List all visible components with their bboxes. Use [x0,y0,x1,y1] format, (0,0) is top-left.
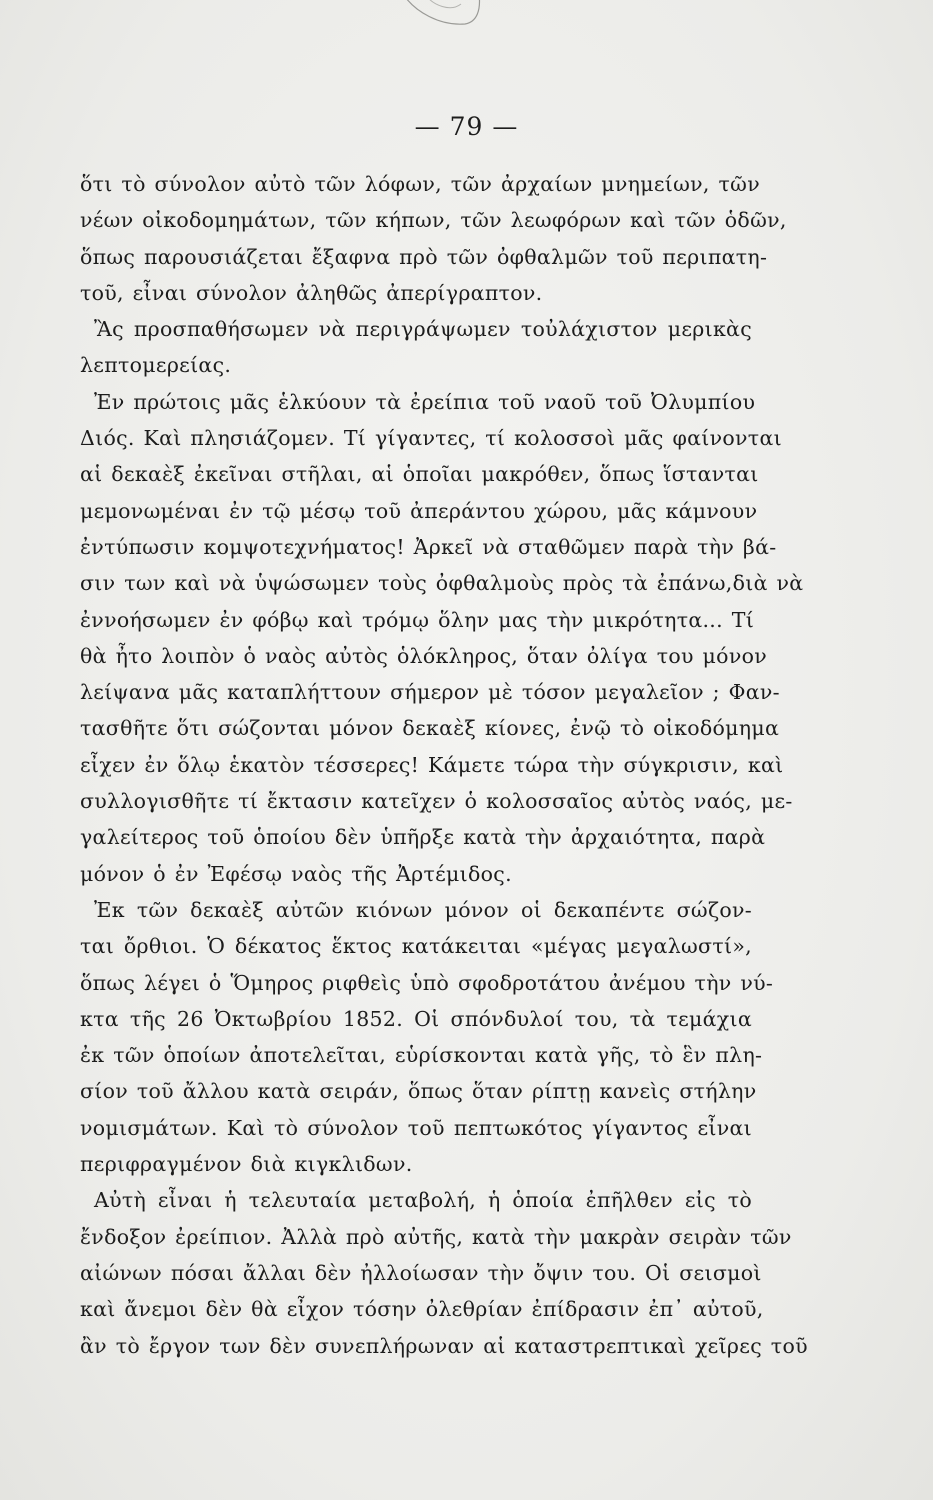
text-line: θὰ ἦτο λοιπὸν ὁ ναὸς αὐτὸς ὁλόκληρος, ὅταν ὀλίγα του μόνον [80,643,767,668]
text-line: γαλείτερος τοῦ ὁποίου δὲν ὑπῆρξε κατὰ τὴν ἀρχαιότητα, παρὰ [80,825,766,850]
text-line: ἐντύπωσιν κομψοτεχνήματος! Ἀρκεῖ νὰ σταθῶμεν παρὰ τὴν βά- [80,534,777,559]
text-line: τασθῆτε ὅτι σώζονται μόνον δεκαὲξ κίονες, ἐνῷ τὸ οἰκοδόμημα [80,716,780,741]
text-line: ἐννοήσωμεν ἐν φόβῳ καὶ τρόμῳ ὅλην μας τὴν μικρότητα... Τί [80,607,755,632]
text-line: εἶχεν ἐν ὅλῳ ἑκατὸν τέσσερες! Κάμετε τώρα τὴν σύγκρισιν, καὶ [80,752,784,777]
text-line: περιφραγμένον διὰ κιγκλιδων. [80,1152,413,1177]
text-line: μόνον ὁ ἐν Ἐφέσῳ ναὸς τῆς Ἀρτέμιδος. [80,861,512,886]
text-line: αἱ δεκαὲξ ἐκεῖναι στῆλαι, αἱ ὁποῖαι μακρόθεν, ὅπως ἵστανται [80,462,759,487]
text-line: Ἐν πρώτοις μᾶς ἑλκύουν τὰ ἐρείπια τοῦ ναοῦ τοῦ Ὀλυμπίου [94,389,756,414]
text-line: ται ὄρθιοι. Ὁ δέκατος ἕκτος κατάκειται «μέγας μεγαλωστί», [80,934,752,959]
text-line: Ἐκ τῶν δεκαὲξ αὐτῶν κιόνων μόνον οἱ δεκαπέντε σώζον- [94,897,752,922]
text-line: λεπτομερείας. [80,353,232,378]
text-line: αἰώνων πόσαι ἄλλαι δὲν ἠλλοίωσαν τὴν ὄψιν του. Οἱ σεισμοὶ [80,1260,762,1285]
text-line: κτα τῆς 26 Ὀκτωβρίου 1852. Οἱ σπόνδυλοί του, τὰ τεμάχια [80,1006,752,1031]
text-line: σίον τοῦ ἄλλου κατὰ σειράν, ὅπως ὅταν ρίπτῃ κανεὶς στήλην [80,1079,757,1104]
text-line: συλλογισθῆτε τί ἔκτασιν κατεῖχεν ὁ κολοσσαῖος αὐτὸς ναός, με- [80,789,793,814]
text-line: ἂν τὸ ἔργον των δὲν συνεπλήρωναν αἱ καταστρεπτικαὶ χεῖρες τοῦ [80,1333,808,1358]
text-line: ἐκ τῶν ὁποίων ἀποτελεῖται, εὑρίσκονται κατὰ γῆς, τὸ ἓν πλη- [80,1043,763,1068]
page-number: — 79 — [414,112,519,141]
text-line: ὅτι τὸ σύνολον αὐτὸ τῶν λόφων, τῶν ἀρχαίων μνημείων, τῶν [80,172,760,196]
text-line: σιν των καὶ νὰ ὑψώσωμεν τοὺς ὀφθαλμοὺς πρὸς τὰ ἐπάνω,διὰ νὰ [80,571,804,596]
text-line: καὶ ἄνεμοι δὲν θὰ εἶχον τόσην ὀλεθρίαν ἐπίδρασιν ἐπ᾽ αὐτοῦ, [80,1297,764,1322]
text-line: Αὐτὴ εἶναι ἡ τελευταία μεταβολή, ἡ ὁποία ἐπῆλθεν εἰς τὸ [94,1188,752,1213]
text-line: νομισμάτων. Καὶ τὸ σύνολον τοῦ πεπτωκότος γίγαντος εἶναι [80,1115,752,1140]
page-edge-mark [395,0,485,36]
text-line: λείψανα μᾶς καταπλήττουν σήμερον μὲ τόσον μεγαλεῖον ; Φαν- [80,680,780,705]
text-line: ἔνδοξον ἐρείπιον. Ἀλλὰ πρὸ αὐτῆς, κατὰ τὴν μακρὰν σειρὰν τῶν [80,1224,792,1249]
body-text [80,166,808,1364]
text-line: ὅπως παρουσιάζεται ἔξαφνα πρὸ τῶν ὀφθαλμῶν τοῦ περιπατη- [80,244,768,269]
text-line: μεμονωμέναι ἐν τῷ μέσῳ τοῦ ἀπεράντου χώρου, μᾶς κάμνουν [80,498,758,523]
text-line: ὅπως λέγει ὁ Ὅμηρος ριφθεὶς ὑπὸ σφοδροτάτου ἀνέμου τὴν νύ- [80,970,774,995]
text-line: Ἂς προσπαθήσωμεν νὰ περιγράψωμεν τοὐλάχιστον μερικὰς [94,317,752,342]
text-line: νέων οἰκοδομημάτων, τῶν κήπων, τῶν λεωφόρων καὶ τῶν ὁδῶν, [80,208,787,233]
text-line: τοῦ, εἶναι σύνολον ἀληθῶς ἀπερίγραπτον. [80,280,543,305]
text-line: Διός. Καὶ πλησιάζομεν. Τί γίγαντες, τί κολοσσοὶ μᾶς φαίνονται [80,426,782,451]
